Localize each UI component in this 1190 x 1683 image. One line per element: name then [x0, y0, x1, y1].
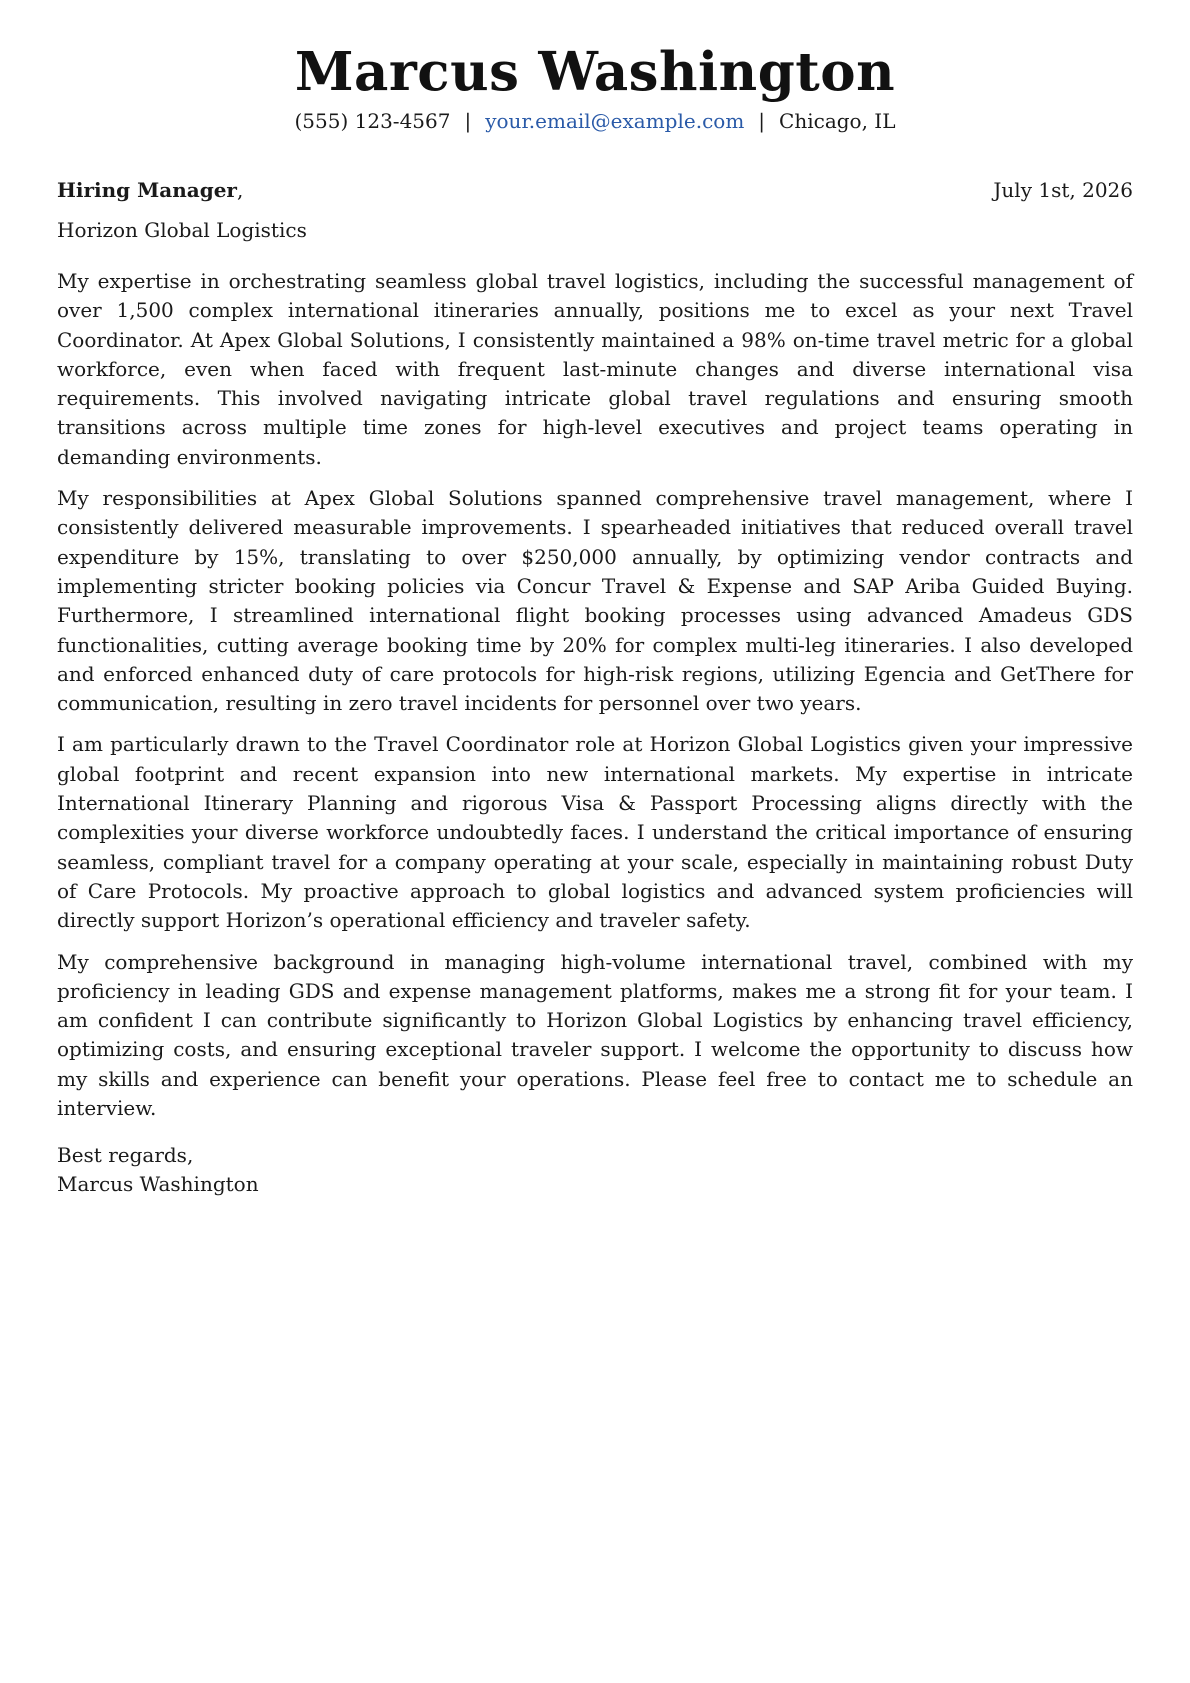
recipient-comma: , [236, 178, 244, 202]
contact-line [57, 109, 1133, 133]
closing-phrase: Best regards, [57, 1143, 194, 1168]
body-paragraph: My expertise in orchestrating seamless global travel logistics, including the successful management of over 1,500 complex international itineraries annually, positions me to excel as your next Travel Coordinator. At Apex Global Solutions, I consistently maintained a 98% on-time travel metric for a global workforce, even when faced with frequent last-minute changes and diverse international visa requirements. This involved navigating intricate global travel regulations and ensuring smooth transitions across multiple time zones for high-level executives and project teams operating in demanding environments. [57, 269, 1133, 469]
location: Chicago, IL [779, 109, 896, 133]
sender-name: Marcus Washington [294, 41, 896, 103]
body-paragraph: I am particularly drawn to the Travel Coordinator role at Horizon Global Logistics given your impressive global footprint and recent expansion into new international markets. My expertise in intricate International Itinerary Planning and rigorous Visa & Passport Processing aligns directly with the complexities your diverse workforce undoubtedly faces. I understand the critical importance of ensuring seamless, compliant travel for a company operating at your scale, especially in maintaining robust Duty of Care Protocols. My proactive approach to global logistics and advanced system proficiencies will directly support Horizon’s operational efficiency and traveler safety. [57, 732, 1133, 933]
letter-date: July 1st, 2026 [993, 178, 1133, 202]
recipient-name: Hiring Manager [57, 178, 237, 202]
phone-number: (555) 123-4567 [294, 109, 451, 133]
body-paragraph: My comprehensive background in managing high-volume international travel, combined with my proficiency in leading GDS and expense management platforms, makes me a strong fit for your team. I am confident I can contribute significantly to Horizon Global Logistics by enhancing travel efficiency, optimizing costs, and ensuring exceptional traveler support. I welcome the opportunity to discuss how my skills and experience can benefit your operations. Please feel free to contact me to schedule an interview. [57, 949, 1133, 1121]
contact-separator: | [464, 109, 472, 133]
letter-header [57, 0, 1133, 133]
body-paragraph: My responsibilities at Apex Global Solutions spanned comprehensive travel management, where I consistently delivered measurable improvements. I spearheaded initiatives that reduced overall travel expenditure by 15%, translating to over $250,000 annually, by optimizing vendor contracts and implementing stricter booking policies via Concur Travel & Expense and SAP Ariba Guided Buying. Furthermore, I streamlined international flight booking processes using advanced Amadeus GDS functionalities, cutting average booking time by 20% for complex multi-leg itineraries. I also developed and enforced enhanced duty of care protocols for high-risk regions, utilizing Egencia and GetThere for communication, resulting in zero travel incidents for personnel over two years. [57, 486, 1133, 716]
contact-separator: | [758, 109, 766, 133]
letter-closing [57, 1141, 1133, 1199]
signature-name: Marcus Washington [57, 1172, 259, 1197]
company-name: Horizon Global Logistics [57, 218, 307, 242]
email-link[interactable]: your.email@example.com [485, 109, 745, 133]
recipient-date-row [57, 177, 1133, 203]
letter-page [57, 0, 1133, 1199]
letter-body [57, 267, 1133, 1123]
recipient-line [57, 177, 243, 203]
